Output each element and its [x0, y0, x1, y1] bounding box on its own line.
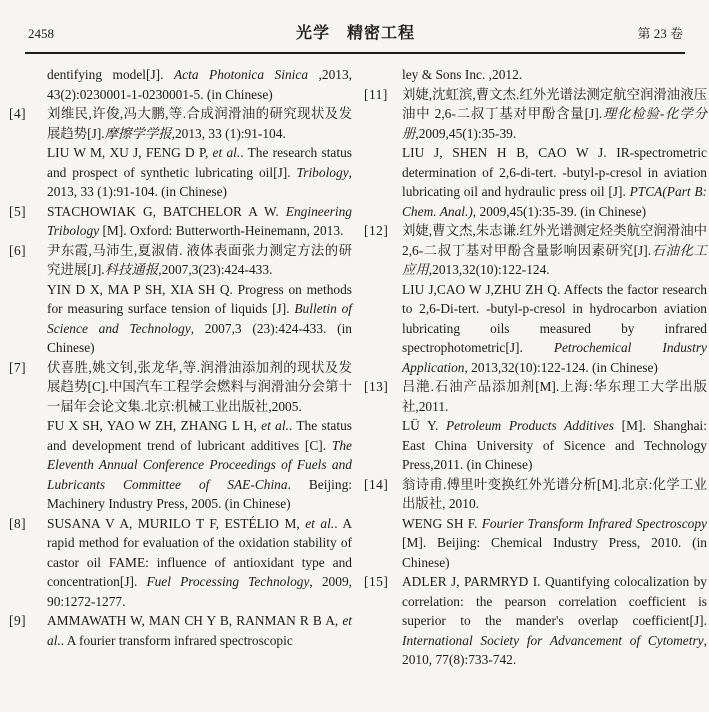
reference-text: [47, 143, 352, 202]
reference-item: [6, 611, 352, 650]
italic-title-text: et al.: [305, 515, 335, 531]
reference-segment: dentifying model[J].: [47, 67, 174, 82]
reference-segment: ,2013, 33 (1):91-104.: [171, 125, 286, 141]
right-column: [361, 65, 707, 670]
page-number: 2458: [28, 26, 54, 41]
reference-number: [14]: [364, 476, 389, 492]
chinese-journal-name: 石油化工应用: [402, 242, 707, 277]
reference-segment: [M]. Beijing: Chemical Industry Press, 2010. (in Chinese): [402, 535, 707, 570]
reference-segment: LÜ Y.: [402, 418, 446, 433]
reference-text: [47, 280, 352, 358]
reference-item: [6, 202, 352, 241]
italic-title-text: International Society for Advancement of Cytometry: [402, 632, 704, 648]
reference-segment: YIN D X, MA P SH, XIA SH Q. Progress on methods for measuring surface tension of liquids [J].: [47, 281, 352, 316]
italic-title-text: et al.: [47, 613, 352, 648]
reference-text: [402, 65, 707, 85]
reference-segment: . A fourier transform infrared spectroscopic: [60, 632, 293, 648]
reference-number: [13]: [364, 379, 389, 394]
reference-segment: . Beijing: Machinery Industry Press, 2005. (in Chinese): [47, 476, 353, 511]
italic-title-text: The Eleventh Annual Conference Proceedings of Fuels and Lubricants Committee of SAE-China: [47, 437, 352, 492]
reference-segment: ley & Sons Inc. ,2012.: [402, 67, 523, 82]
reference-segment: ADLER J, PARMRYD I. Quantifying colocalization by correlation: the pearson correlation coefficient is superior to the mander's overlap coefficient[J].: [402, 574, 707, 628]
reference-text: [402, 221, 707, 280]
reference-text: [47, 611, 352, 650]
reference-item: [6, 241, 352, 358]
reference-segment: [M]. Shanghai: East China University of Sicence and Technology Press,2011. (in Chinese): [402, 418, 707, 472]
reference-number: [11]: [364, 86, 388, 102]
reference-segment: [M]. Oxford: Butterworth-Heinemann, 2013.: [99, 223, 344, 238]
reference-text: [47, 514, 352, 612]
reference-segment: LIU J,CAO W J,ZHU ZH Q. Affects the factor research to 2,6-Di-tert. -butyl-p-cresol in hydrocarbon aviation lubricating oils measured by infrared spectrophotometric[J].: [402, 281, 707, 355]
reference-number: [4]: [9, 106, 27, 121]
italic-title-text: Acta Photonica Sinica: [173, 67, 309, 82]
reference-segment: 伏喜胜,姚文钊,张龙华,等.润滑油添加剂的现状及发展趋势[C].中国汽车工程学会燃料与润滑油分会第十一届年会论文集.北京:机械工业出版社,2005.: [47, 359, 352, 414]
chinese-journal-name: 摩擦学学报: [104, 125, 172, 141]
reference-segment: 刘维民,许俊,冯大鹏,等.合成润滑油的研究现状及发展趋势[J].: [47, 106, 352, 141]
italic-title-text: Bulletin of Science and Technology: [47, 301, 352, 336]
journal-title: 光学 精密工程: [295, 25, 415, 42]
reference-segment: ,2009,45(1):35-39.: [415, 125, 517, 141]
reference-item: [6, 514, 352, 612]
reference-segment: , 2009, 90:1272-1277.: [47, 574, 352, 609]
reference-segment: 刘婕,沈虹滨,曹文杰.红外光谱法测定航空润滑油液压油中 2,6-二叔丁基对甲酚含量[J].: [402, 86, 707, 121]
chinese-journal-name: 科技通报: [104, 262, 159, 277]
reference-segment: 尹东霞,马沛生,夏淑倩. 液体表面张力测定方法的研究进展[J].: [47, 242, 352, 277]
reference-segment: . The status and development trend of lubricant additives [C].: [47, 418, 353, 453]
reference-segment: ,2007,3(23):424-433.: [158, 262, 273, 277]
reference-item: [361, 475, 707, 573]
italic-title-text: Fuel Processing Technology: [146, 574, 310, 589]
reference-segment: ,2013,32(10):122-124.: [428, 262, 550, 277]
reference-segment: FU X SH, YAO W ZH, ZHANG L H,: [47, 418, 262, 433]
reference-segment: . The research status and prospect of synthetic lubricating oil[J].: [47, 145, 352, 180]
reference-number: [5]: [9, 203, 27, 219]
reference-segment: , 2013,32(10):122-124. (in Chinese): [464, 359, 658, 375]
reference-text: [402, 85, 707, 144]
reference-segment: STACHOWIAK G, BATCHELOR A W.: [47, 203, 286, 219]
italic-title-text: Petrochemical Industry Application: [402, 340, 707, 375]
reference-number: [15]: [364, 574, 389, 589]
reference-text: [47, 65, 352, 104]
reference-item: [361, 572, 707, 670]
chinese-journal-name: 理化检验-化学分册: [402, 106, 707, 141]
reference-segment: WENG SH F.: [402, 515, 482, 531]
reference-item: [6, 358, 352, 514]
reference-segment: , 2013, 33 (1):91-104. (in Chinese): [47, 164, 352, 199]
reference-segment: 吕滟.石油产品添加剂[M].上海:华东理工大学出版社,2011.: [402, 379, 707, 414]
reference-number: [9]: [9, 613, 27, 628]
reference-segment: . A rapid method for evaluation of the oxidation stability of castor oil FAME: influence of antioxidant type and concentration[J].: [47, 515, 352, 589]
reference-text: [402, 280, 707, 378]
left-column: [6, 65, 352, 670]
italic-title-text: Engineering Tribology: [47, 203, 352, 238]
reference-segment: SUSANA V A, MURILO T F, ESTÉLIO M,: [47, 515, 306, 531]
reference-number: [12]: [364, 223, 389, 238]
italic-title-text: Petroleum Products Additives: [445, 418, 614, 433]
reference-segment: 翁诗甫.傅里叶变换红外光谱分析[M].北京:化学工业出版社, 2010.: [402, 476, 707, 511]
reference-text: [47, 202, 352, 241]
reference-text: [47, 416, 352, 514]
reference-text: [402, 143, 707, 221]
reference-item: [6, 65, 352, 104]
reference-text: [402, 572, 707, 670]
reference-item: [6, 104, 352, 202]
reference-text: [47, 104, 352, 143]
reference-number: [8]: [9, 515, 27, 531]
italic-title-text: Fourier Transform Infrared Spectroscopy: [481, 515, 707, 531]
italic-title-text: et al.: [212, 145, 241, 160]
reference-segment: , 2007,3 (23):424-433. (in Chinese): [47, 320, 352, 355]
reference-text: [402, 416, 707, 475]
reference-text: [402, 377, 707, 416]
reference-text: [47, 358, 352, 417]
volume-label: 第 23 卷: [637, 26, 683, 41]
reference-segment: AMMAWATH W, MAN CH Y B, RANMAN R B A,: [47, 613, 343, 628]
reference-text: [402, 475, 707, 514]
reference-segment: LIU J, SHEN H B, CAO W J. IR-spectrometric determination of 2,6-di-tert. -butyl-p-cresol in aviation lubricating oil and hydraulic press oil [J].: [402, 145, 707, 199]
reference-number: [6]: [9, 242, 27, 258]
reference-segment: 刘婕,曹文杰,朱志谦.红外光谱测定烃类航空润滑油中 2,6-二叔丁基对甲酚含量影响因素研究[J].: [402, 223, 707, 258]
reference-item: [361, 377, 707, 475]
reference-segment: LIU W M, XU J, FENG D P,: [47, 145, 213, 160]
page-header: [0, 0, 709, 43]
reference-segment: , 2009,45(1):35-39. (in Chinese): [472, 203, 647, 219]
reference-item: [361, 221, 707, 377]
reference-columns: [0, 54, 709, 670]
reference-text: [402, 514, 707, 573]
reference-item: [361, 85, 707, 222]
reference-segment: ,2013, 43(2):0230001-1-0230001-5. (in Chinese): [47, 67, 353, 102]
reference-number: [7]: [9, 359, 27, 375]
italic-title-text: Tribology: [296, 164, 349, 180]
reference-segment: , 2010, 77(8):733-742.: [402, 632, 707, 667]
reference-text: [47, 241, 352, 280]
italic-title-text: et al.: [261, 418, 289, 433]
reference-item: [361, 65, 707, 85]
italic-title-text: PTCA(Part B: Chem. Anal.): [402, 184, 707, 219]
